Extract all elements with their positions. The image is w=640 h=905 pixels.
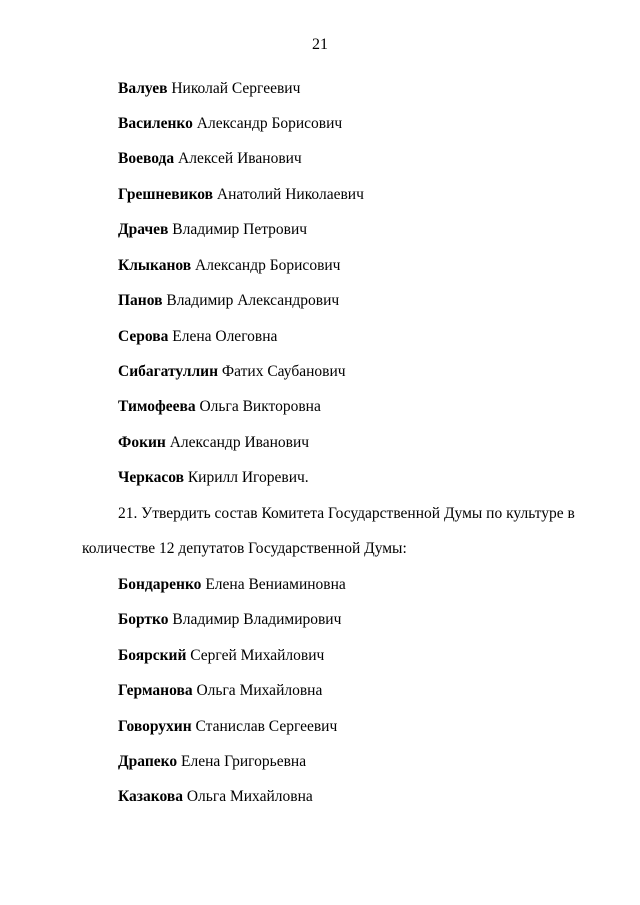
member-given-names: Ольга Михайловна (196, 682, 323, 699)
member-surname: Клыканов (118, 257, 192, 274)
member-entry (118, 80, 300, 98)
member-entry (118, 469, 309, 487)
member-given-names: Елена Олеговна (172, 328, 278, 345)
member-surname: Воевода (118, 150, 175, 167)
member-entry (118, 753, 306, 771)
member-given-names: Владимир Владимирович (172, 611, 342, 628)
member-surname: Бортко (118, 611, 169, 628)
member-entry (118, 257, 340, 275)
member-entry (118, 398, 321, 416)
member-surname: Бондаренко (118, 576, 202, 593)
member-entry (118, 682, 322, 700)
member-entry (118, 115, 342, 133)
member-surname: Панов (118, 292, 163, 309)
member-entry (118, 363, 346, 381)
member-surname: Драпеко (118, 753, 178, 770)
member-given-names: Николай Сергеевич (171, 80, 301, 97)
member-surname: Сибагатуллин (118, 363, 219, 380)
member-surname: Драчев (118, 221, 169, 238)
member-entry (118, 186, 364, 204)
member-entry (118, 434, 309, 452)
member-given-names: Алексей Иванович (178, 150, 302, 167)
member-given-names: Александр Иванович (169, 434, 310, 451)
member-entry (118, 788, 313, 806)
member-given-names: Елена Вениаминовна (205, 576, 346, 593)
member-entry (118, 611, 341, 629)
page-number: 21 (312, 36, 328, 53)
member-given-names: Ольга Викторовна (199, 398, 321, 415)
member-given-names: Кирилл Игоревич. (187, 469, 309, 486)
member-surname: Говорухин (118, 718, 192, 735)
member-given-names: Владимир Александрович (166, 292, 340, 309)
member-given-names: Анатолий Николаевич (216, 186, 364, 203)
member-given-names: Сергей Михайлович (190, 647, 325, 664)
member-given-names: Фатих Саубанович (221, 363, 346, 380)
member-surname: Тимофеева (118, 398, 196, 415)
member-given-names: Ольга Михайловна (186, 788, 313, 805)
member-entry (118, 718, 337, 736)
member-entry (118, 221, 307, 239)
member-surname: Василенко (118, 115, 193, 132)
member-surname: Грешневиков (118, 186, 214, 203)
member-given-names: Александр Борисович (195, 257, 341, 274)
member-entry (118, 647, 324, 665)
member-entry (118, 328, 277, 346)
member-given-names: Александр Борисович (196, 115, 343, 132)
member-given-names: Станислав Сергеевич (195, 718, 338, 735)
member-entry (118, 150, 302, 168)
member-surname: Германова (118, 682, 193, 699)
member-entry (118, 292, 339, 310)
member-surname: Серова (118, 328, 169, 345)
member-entry (118, 576, 346, 594)
member-surname: Казакова (118, 788, 183, 805)
member-given-names: Елена Григорьевна (181, 753, 307, 770)
member-given-names: Владимир Петрович (172, 221, 308, 238)
clause-first-line: 21. Утвердить состав Комитета Государственной Думы по культуре в (118, 505, 575, 522)
member-surname: Валуев (118, 80, 168, 97)
member-surname: Фокин (118, 434, 166, 451)
clause-second-line: количестве 12 депутатов Государственной Думы: (82, 540, 407, 557)
member-surname: Боярский (118, 647, 187, 664)
member-surname: Черкасов (118, 469, 184, 486)
